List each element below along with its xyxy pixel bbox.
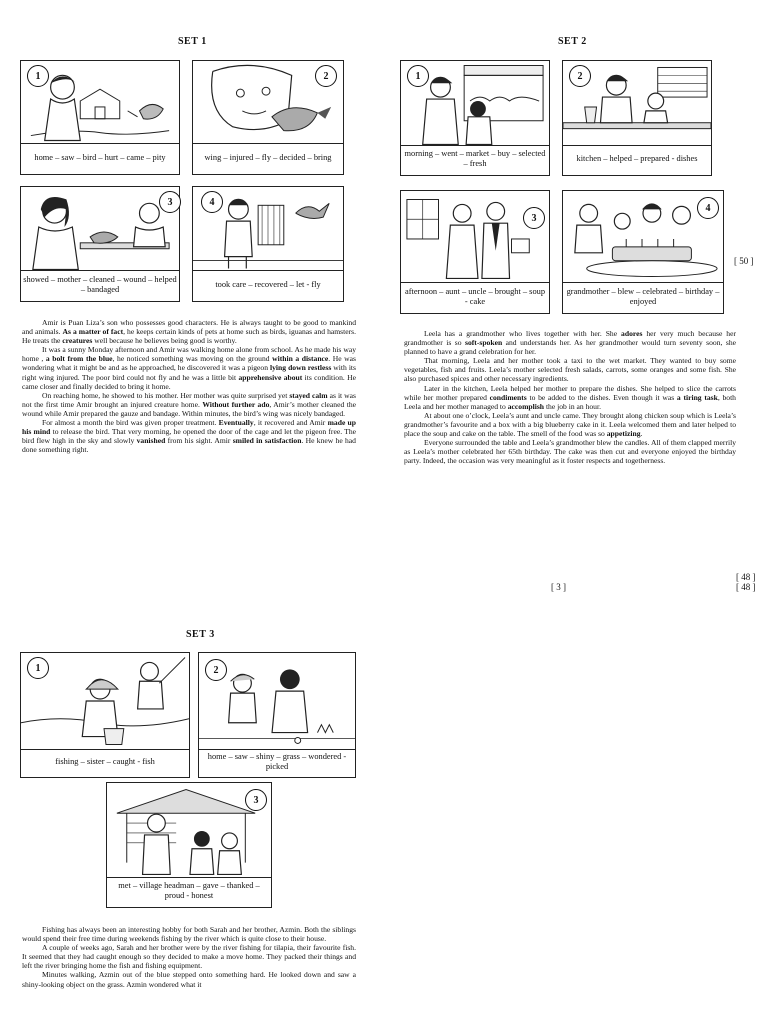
set2-panel-2-caption: kitchen – helped – prepared - dishes	[576, 154, 698, 163]
bold-phrase: smiled in satisfaction	[232, 436, 302, 446]
story-paragraph	[404, 411, 736, 438]
story-paragraph	[404, 384, 736, 411]
set1-panel-2	[192, 60, 344, 175]
set1-panel-2-caption: wing – injured – fly – decided – bring	[204, 153, 332, 162]
set3-panel-1-number: 1	[27, 657, 49, 679]
set2-panel-1-caption: morning – went – market – buy – selected – fresh	[404, 149, 546, 168]
story-paragraph	[22, 318, 356, 345]
text-run: .	[640, 429, 643, 439]
set2-mark-50: [ 50 ]	[734, 256, 754, 266]
text-run: Amir is Puan Liza’s son who possesses good characters. He is always taught to be good to mankind and animals.	[22, 318, 356, 337]
set3-panel-2	[198, 652, 356, 778]
bold-phrase: lying down restless	[270, 363, 332, 373]
set1-panel-1-number: 1	[27, 65, 49, 87]
set3-panel-3-caption: met – village headman – gave – thanked – proud - honest	[118, 881, 260, 900]
set2-panel-2	[562, 60, 712, 176]
bold-phrase: a bolt from the blue	[45, 354, 113, 364]
story-paragraph	[404, 356, 736, 383]
set2-panel-4-caption: grandmother – blew – celebrated – birthday – enjoyed	[566, 287, 720, 306]
set1-panel-4	[192, 186, 344, 302]
story-paragraph	[22, 925, 356, 943]
text-run: At about one o’clock, Leela’s aunt and uncle came. They brought along chicken soup which is Leela’s grandmother’s favourite and a box with a big blueberry cake in it. Leela welcomed them and later helped to place the soup and cake on the table. The smell of the food was so	[404, 410, 736, 439]
bold-phrase: made up his mind	[22, 418, 357, 437]
text-run: as it was not the first time Amir brought an injured creature home.	[22, 390, 356, 409]
set1-panel-1-caption: home – saw – bird – hurt – came – pity	[34, 153, 166, 162]
set2-panel-1	[400, 60, 550, 176]
text-run: her very much because her grandmother is so	[404, 329, 736, 348]
set3-title: SET 3	[186, 629, 215, 640]
aunt-uncle-arrival-illustration	[401, 191, 549, 282]
text-run: Leela has a grandmother who lives together with her. She	[424, 329, 622, 338]
text-run: with its right wing injured. The poor bird could not fly and he was a little bit	[22, 363, 356, 382]
story-paragraph	[22, 345, 356, 390]
bold-phrase: accomplish	[507, 401, 545, 411]
set2-mark-48-b: [ 48 ]	[736, 582, 756, 592]
set2-mark-48-a: [ 48 ]	[736, 572, 756, 582]
set1-title: SET 1	[178, 36, 207, 47]
text-run: For almost a month the bird was given proper treatment.	[42, 418, 219, 428]
text-run: the job in an hour.	[544, 401, 601, 411]
set3-panel-2-number: 2	[205, 659, 227, 681]
text-run: , Amir’s mother cleaned the wound while Amir prepared the gauze and bandage. Within minutes, the bird’s wing was nicely bandaged.	[22, 399, 356, 418]
text-run: Minutes walking, Azmin out of the blue stepped onto something hard. He looked down and saw a shiny-looking object on the grass. Azmin wondered what it	[22, 970, 356, 989]
set1-panel-1	[20, 60, 180, 175]
bold-phrase: Without further ado	[202, 399, 270, 409]
set1-panel-3-number: 3	[159, 191, 181, 213]
set2-panel-3	[400, 190, 550, 314]
text-run: , both Leela and her mother managed to	[404, 392, 736, 411]
set2-panel-3-number: 3	[523, 207, 545, 229]
set2-mark-3: [ 3 ]	[551, 582, 566, 592]
bold-phrase: vanished	[136, 436, 166, 446]
text-run: its condition. He came closer and finally decided to bring it home.	[22, 372, 356, 391]
text-run: On reaching home, he showed to his mother. Her mother was quite surprised yet	[42, 390, 290, 400]
set2-panel-4	[562, 190, 724, 314]
set2-panel-4-number: 4	[697, 197, 719, 219]
text-run: That morning, Leela and her mother took a taxi to the wet market. They wanted to buy some vegetables, fish and fruits. Leela’s mother selected fresh salads, carrots, some oranges and some fish. She also purchased spices and other necessary ingredients.	[404, 356, 736, 384]
bold-phrase: apprehensive about	[238, 372, 303, 382]
set1-panel-4-number: 4	[201, 191, 223, 213]
story-paragraph	[404, 329, 736, 356]
set1-panel-3-caption: showed – mother – cleaned – wound – helped – bandaged	[23, 275, 177, 294]
text-run: It was a sunny Monday afternoon and Amir was walking home alone from school. As he made his way home ,	[22, 345, 356, 364]
set3-story	[22, 925, 356, 989]
text-run: . He knew he had done something right.	[22, 436, 356, 455]
set1-panel-3	[20, 186, 180, 302]
story-paragraph	[22, 418, 356, 454]
text-run: Later in the kitchen, Leela helped her mother to prepare the dishes. She helped to slice the carrots while her mother prepared	[404, 383, 736, 402]
text-run: A couple of weeks ago, Sarah and her brother were by the river fishing for tilapia, their favourite fish. It seemed that they had caught enough so they decided to make a move home. They packed their things and left the river bringing home the fish and fishing equipment.	[22, 943, 356, 971]
set2-panel-2-number: 2	[569, 65, 591, 87]
set2-panel-3-illustration	[401, 191, 549, 283]
set3-panel-3	[106, 782, 272, 908]
bold-phrase: a tiring task	[676, 392, 718, 402]
text-run: , he keeps certain kinds of pets at home such as birds, iguanas and hamsters. He treats the	[22, 327, 356, 346]
bold-phrase: adores	[621, 329, 643, 338]
text-run: Fishing has always been an interesting hobby for both Sarah and her brother, Azmin. Both the siblings would spend their free time during weekends fishing by the river which is quite close to their house.	[22, 925, 356, 944]
text-run: , he noticed something was moving on the ground	[112, 354, 273, 364]
bold-phrase: within a distance	[272, 354, 329, 364]
set2-panel-1-number: 1	[407, 65, 429, 87]
set2-title: SET 2	[558, 36, 587, 47]
story-paragraph	[22, 970, 356, 988]
bold-phrase: condiments	[489, 392, 527, 402]
set1-panel-4-caption: took care – recovered – let - fly	[215, 280, 321, 289]
bold-phrase: appetizing	[606, 429, 641, 439]
story-paragraph	[22, 943, 356, 970]
text-run: and understands her. As her grandmother would turn seventy soon, she planned to have a grand celebration for her.	[404, 338, 737, 357]
set2-panel-3-caption: afternoon – aunt – uncle – brought – soup - cake	[404, 287, 546, 306]
text-run: . He was wondering what it might be and as he approached, he discovered it was a pigeon	[22, 354, 356, 373]
text-run: to be added to the dishes. Even though it was	[526, 392, 677, 402]
bold-phrase: creatures	[62, 336, 93, 346]
set1-story	[22, 318, 356, 454]
text-run: well because he believes being good is worthy.	[92, 336, 237, 346]
story-paragraph	[22, 391, 356, 418]
set1-panel-3-illustration	[21, 187, 179, 271]
bold-phrase: soft-spoken	[465, 338, 503, 348]
set2-story	[404, 329, 736, 465]
bold-phrase: Eventually	[218, 418, 254, 428]
text-run: from his sight. Amir	[165, 436, 233, 446]
story-paragraph	[404, 438, 736, 465]
text-run: , it recovered and Amir	[253, 418, 328, 428]
text-run: Everyone surrounded the table and Leela’s grandmother blew the candles. All of them clapped merrily as Leela’s mother celebrated her 65th birthday. The cake was then cut and everyone enjoyed the birthday party. Indeed, the occasion was very meaningful as it foster respects and togetherness.	[404, 438, 736, 466]
mother-bandaging-illustration	[21, 187, 179, 270]
set1-panel-2-number: 2	[315, 65, 337, 87]
set3-panel-1	[20, 652, 190, 778]
set3-panel-1-caption: fishing – sister – caught - fish	[55, 757, 155, 766]
bold-phrase: stayed calm	[289, 390, 328, 400]
bold-phrase: As a matter of fact	[62, 327, 124, 337]
set3-panel-3-number: 3	[245, 789, 267, 811]
set3-panel-2-caption: home – saw – shiny – grass – wondered - picked	[207, 752, 347, 771]
text-run: to release the bird. That very morning, he opened the door of the cage and let the pigeon free. The bird flew high in the sky and slowly	[22, 427, 356, 446]
